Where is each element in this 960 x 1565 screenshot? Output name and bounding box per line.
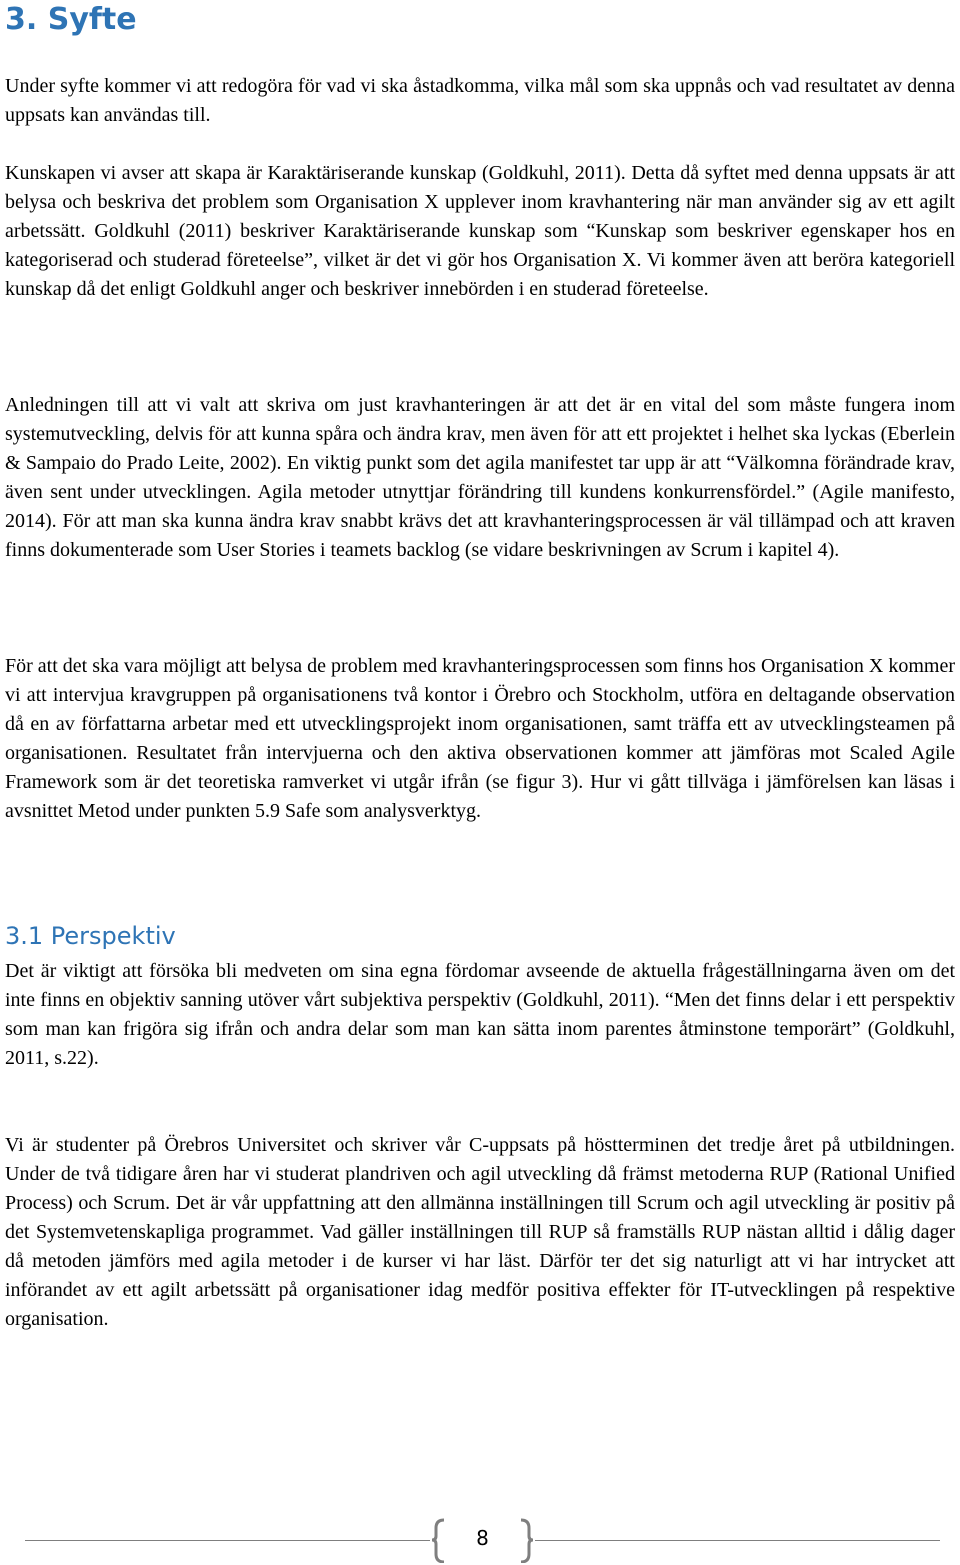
page-footer (0, 1518, 960, 1563)
page-number: 8 (476, 1526, 489, 1550)
paragraph-2: Kunskapen vi avser att skapa är Karaktäriserande kunskap (Goldkuhl, 2011). Detta då syftet med denna uppsats är att belysa och beskriva det problem som Organisation X upplever inom kravhantering när man använder sig av ett agilt arbetssätt. Goldkuhl (2011) beskriver Karaktäriserande kunskap som “Kunskap som beskriver egenskaper hos en kategoriserad och studerad företeelse”, vilket är det vi gör hos Organisation X. Vi kommer även att beröra kategoriell kunskap då det enligt Goldkuhl anger och beskriver innebörden i en studerad företeelse. (5, 162, 955, 300)
footer-rule-left (25, 1540, 430, 1541)
paragraph-4: För att det ska vara möjligt att belysa de problem med kravhanteringsprocessen som finns hos Organisation X kommer vi att intervjua kravgruppen på organisationens två kontor i Örebro och Stockholm, utföra en deltagande observation då en av författarna arbetar med ett utvecklingsprojekt inom organisationen, samt träffa ett av utvecklingsteamen på organisationen. Resultatet från intervjuerna och den aktiva observationen kommer att jämföras mot Scaled Agile Framework som är det teoretiska ramverket vi utgår ifrån (se figur 3). Hur vi gått tillväga i jämförelsen kan läsas i avsnittet Metod under punkten 5.9 Safe som analysverktyg. (5, 655, 955, 822)
subsection-paragraph-2: Vi är studenter på Örebros Universitet och skriver vår C-uppsats på höstterminen det tredje året på utbildningen. Under de två tidigare åren har vi studerat plandriven och agil utveckling då främst metoderna RUP (Rational Unified Process) och Scrum. Det är vår uppfattning att den allmänna inställningen till Scrum och agil utveckling är positiv på det Systemvetenskapliga programmet. Vad gäller inställningen till RUP så framställs RUP nästan alltid i dålig dager då metoden jämförs med agila metoder i de kurser vi har läst. Därför ter det sig naturligt att vi har intrycket att införandet av ett agilt arbetssätt på organisationer idag medför positiva effekter för IT-utvecklingen på respektive organisation. (5, 1134, 955, 1330)
subsection-paragraph-1: Det är viktigt att försöka bli medveten om sina egna fördomar avseende de aktuella frågeställningarna även om det inte finns en objektiv sanning utöver vårt subjektiva perspektiv (Goldkuhl, 2011). “Men det finns delar i ett perspektiv som man kan frigöra sig ifrån och andra delar som man kan sätta inom parentes åtminstone temporärt” (Goldkuhl, 2011, s.22). (5, 960, 955, 1069)
paragraph-3: Anledningen till att vi valt att skriva om just kravhanteringen är att det är en vital del som måste fungera inom systemutveckling, delvis för att kunna spåra och ändra krav, men även för att ett projektet i helhet ska lyckas (Eberlein & Sampaio do Prado Leite, 2002). En viktig punkt som det agila manifestet tar upp är att “Välkomna förändrade krav, även sent under utvecklingen. Agila metoder utnyttjar förändring till kundens konkurrensfördel.” (Agile manifesto, 2014). För att man ska kunna ändra krav snabbt krävs det att kravhanteringsprocessen är väl tillämpad och att kraven finns dokumenterade som User Stories i teamets backlog (se vidare beskrivningen av Scrum i kapitel 4). (5, 394, 955, 561)
subsection-heading: 3.1 Perspektiv (5, 922, 176, 950)
section-heading: 3. Syfte (5, 2, 137, 37)
paragraph-1: Under syfte kommer vi att redogöra för vad vi ska åstadkomma, vilka mål som ska uppnås och vad resultatet av denna uppsats kan användas till. (5, 75, 955, 126)
footer-rule-right (535, 1540, 940, 1541)
